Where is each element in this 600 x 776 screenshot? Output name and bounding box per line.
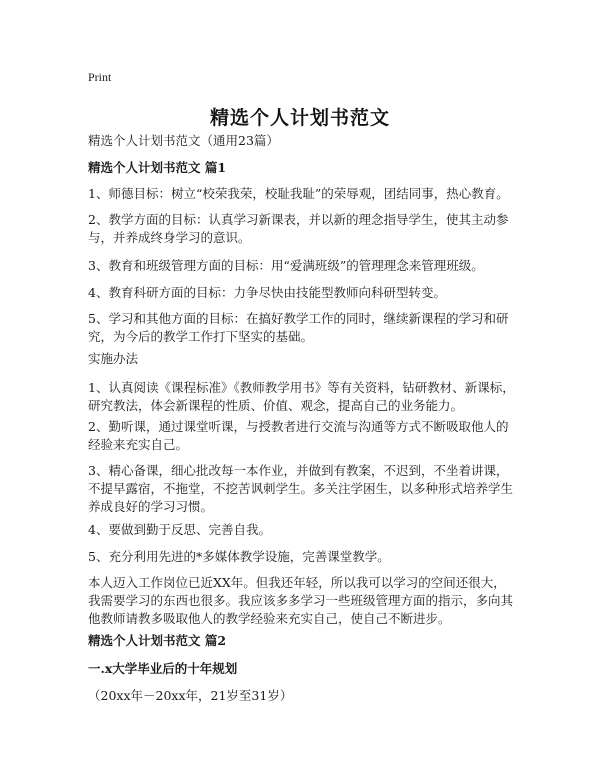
goal-item-2: 2、教学方面的目标：认真学习新课表，并以新的理念指导学生，使其主动参与，并养成终身学习的意识。 (88, 212, 509, 245)
section-2-heading: 精选个人计划书范文 篇2 (88, 633, 227, 648)
plan-range: （20xx年－20xx年，21岁至31岁） (88, 688, 293, 703)
document-subtitle: 精选个人计划书范文（通用23篇） (88, 133, 279, 148)
method-item-3: 3、精心备课，细心批改每一本作业，并做到有教案，不迟到，不坐着讲课，不提早露宿，不拖堂，不挖苦讽刺学生。多关注学困生，以多种形式培养学生养成良好的学习习惯。 (88, 463, 514, 514)
method-item-5: 5、充分利用先进的*多媒体教学设施，完善课堂教学。 (88, 549, 390, 564)
goal-item-3: 3、教育和班级管理方面的目标：用“爱满班级”的管理理念来管理班级。 (88, 258, 484, 273)
goal-item-4: 4、教育科研方面的目标：力争尽快由技能型教师向科研型转变。 (88, 285, 446, 300)
goal-item-5: 5、学习和其他方面的目标：在搞好教学工作的同时，继续新课程的学习和研究，为今后的教学工作打下坚实的基础。 (88, 311, 509, 344)
method-item-1: 1、认真阅读《课程标准》《教师教学用书》等有关资料，钻研教材、新课标，研究教法，体会新课程的性质、价值、观念，提高自己的业务能力。 (88, 380, 515, 413)
plan-heading: 一.x大学毕业后的十年规划 (88, 661, 238, 676)
method-item-2: 2、勤听课，通过课堂听课，与授教者进行交流与沟通等方式不断吸取他人的经验来充实自己。 (88, 419, 509, 452)
section-1-heading: 精选个人计划书范文 篇1 (88, 160, 227, 175)
method-item-4: 4、要做到勤于反思、完善自我。 (88, 522, 271, 537)
print-label[interactable]: Print (88, 70, 112, 84)
methods-heading: 实施办法 (88, 351, 139, 366)
goal-item-1: 1、师德目标：树立“校荣我荣，校耻我耻”的荣辱观，团结同事，热心教育。 (88, 186, 509, 201)
page-title: 精选个人计划书范文 (209, 107, 390, 129)
closing-paragraph: 本人迈入工作岗位已近XX年。但我还年轻，所以我可以学习的空间还很大，我需要学习的东西也很多。我应该多多学习一些班级管理方面的指示，多向其他教师请教多吸取他人的教学经验来充实自己，使自己不断进步。 (88, 575, 514, 626)
